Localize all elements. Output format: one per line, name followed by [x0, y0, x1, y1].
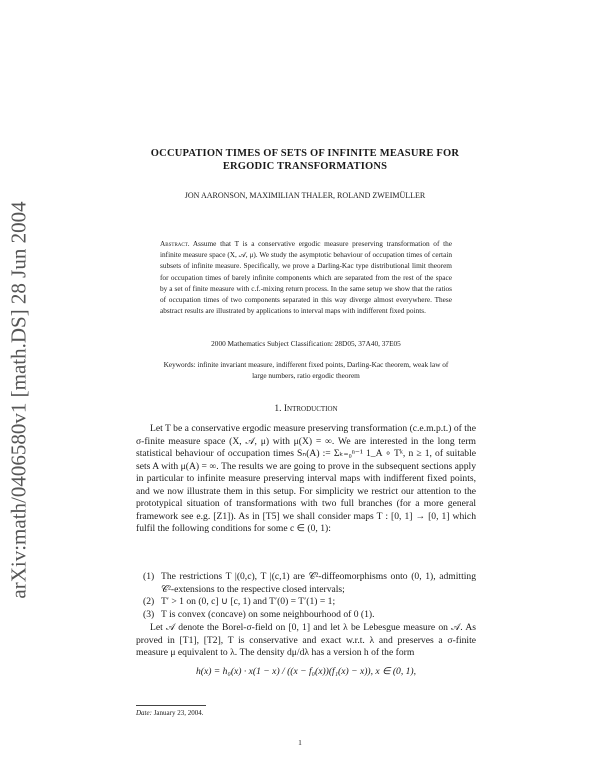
- title-line-2: ERGODIC TRANSFORMATIONS: [222, 161, 388, 172]
- intro-paragraph: Let T be a conservative ergodic measure preserving transformation (c.e.m.p.t.) of the σ-finite measure space (X, 𝒜, μ) with μ(X) = ∞. We are interested in the long term statistical behaviour of occupation times Sₙ(A) := Σₖ₌₀ⁿ⁻¹ 1_A ∘ Tᵏ, n ≥ 1, of suitable sets A with μ(A) = ∞. The results we are going to prove in the subsequent sections apply in particular to infinite measure preserving interval maps with indifferent fixed points, and we now illustrate them in this setup. For simplicity we restrict our attention to the prototypical situation of transformations with two full branches (for a more general framework see e.g. [Z1]). As in [T5] we shall consider maps T : [0, 1] → [0, 1] which fulfil the following conditions for some c ∈ (0, 1):: [136, 423, 476, 534]
- section-title: 1. Introduction: [274, 404, 338, 414]
- msc-classification: 2000 Mathematics Subject Classification: 28D05, 37A40, 37E05: [211, 339, 401, 348]
- keywords: Keywords: infinite invariant measure, indifferent fixed points, Darling-Kac theorem, weak law of large numbers, ratio ergodic theorem: [163, 360, 449, 380]
- arxiv-stamp: arXiv:math/0406580v1 [math.DS] 28 Jun 2004: [6, 201, 31, 599]
- abstract: [160, 238, 452, 316]
- condition-number: (3): [143, 608, 155, 620]
- second-paragraph: Let 𝒜 denote the Borel-σ-field on [0, 1] and let λ be Lebesgue measure on 𝒜. As proved in [T1], [T2], T is conservative and exact w.r.t. λ and preserves a σ-finite measure μ equivalent to λ. The density dμ/dλ has a version h of the form: [136, 622, 476, 658]
- condition-item: [143, 571, 476, 596]
- footnote-text: January 23, 2004.: [153, 709, 204, 717]
- conditions-list: [143, 571, 476, 621]
- footnote-label: Date:: [136, 709, 152, 717]
- title-line-1: OCCUPATION TIMES OF SETS OF INFINITE MEASURE FOR: [150, 148, 460, 159]
- authors: JON AARONSON, MAXIMILIAN THALER, ROLAND ZWEIMÜLLER: [184, 191, 426, 200]
- density-equation: h(x) = h₀(x) · x(1 − x) / ((x − f₀(x))(f₁(x) − x)), x ∈ (0, 1),: [195, 666, 417, 677]
- footnote-divider: [136, 705, 206, 706]
- abstract-text: Assume that T is a conservative ergodic measure preserving transformation of the infinite measure space (X, 𝒜, μ). We study the asymptotic behaviour of occupation times of certain subsets of infinite measure. Specifically, we prove a Darling-Kac type distributional limit theorem for occupation times of barely infinite components which are separated from the rest of the space by a set of finite measure with c.f.-mixing return process. In the same setup we show that the ratios of occupation times of two components separated in this way diverge almost everywhere. These abstract results are illustrated by applications to interval maps with indifferent fixed points.: [160, 239, 453, 316]
- condition-item: [143, 596, 476, 609]
- condition-text: T′ > 1 on (0, c] ∪ [c, 1) and T′(0) = T′(1) = 1;: [161, 596, 336, 607]
- condition-number: (1): [143, 571, 155, 582]
- paper-title: [120, 147, 490, 173]
- condition-number: (2): [143, 596, 155, 607]
- page-number: 1: [298, 738, 302, 747]
- condition-text: T is convex (concave) on some neighbourhood of 0 (1).: [161, 608, 375, 620]
- abstract-label: Abstract.: [160, 239, 190, 248]
- condition-item: [143, 609, 476, 622]
- footnote: [136, 709, 203, 717]
- condition-text: The restrictions T |(0,c), T |(c,1) are 𝒞²-diffeomorphisms onto (0, 1), admitting 𝒞²-extensions to the respective closed intervals;: [161, 571, 476, 595]
